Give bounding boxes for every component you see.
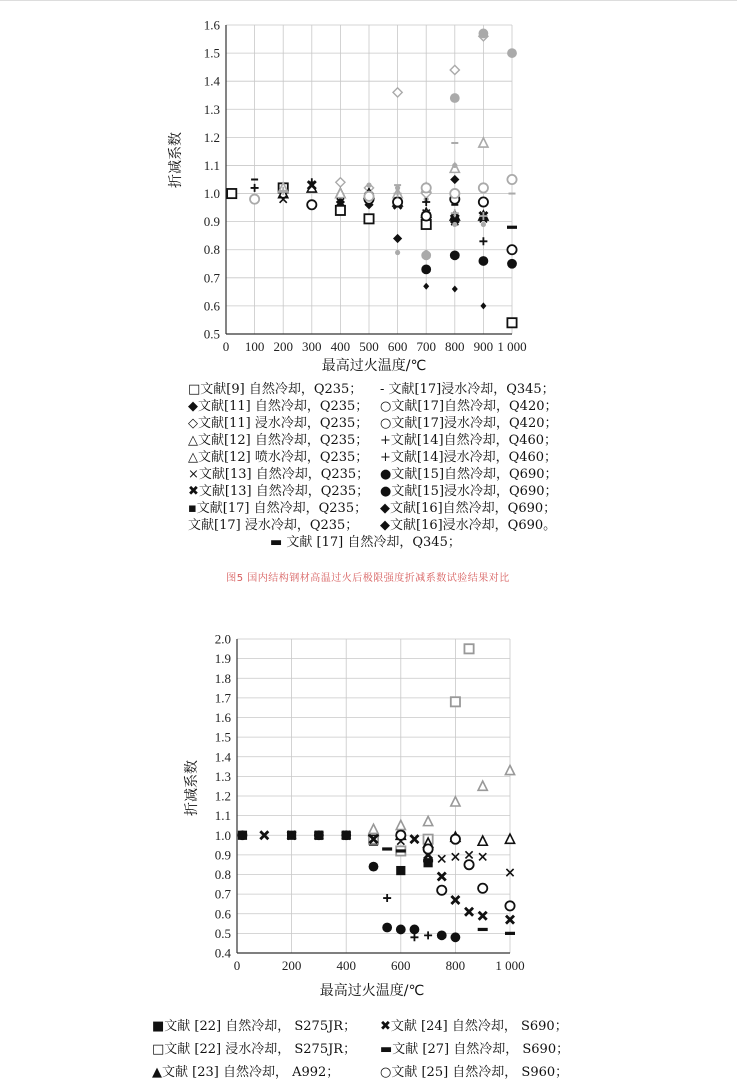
y-tick-label: 1.8 — [214, 670, 231, 686]
data-point-s11-p5 — [479, 197, 488, 206]
x-tick-label: 1 000 — [497, 339, 527, 354]
data-point-s12-p3 — [450, 189, 459, 198]
legend-entry: ●文献[15]浸水冷却，Q690； — [380, 484, 558, 499]
data-point-s18-p2 — [452, 222, 457, 227]
chart-1-y-axis-label: 折减系数 — [168, 132, 184, 188]
legend-entry: ◆文献[16]自然冷却，Q690； — [380, 501, 557, 516]
y-tick-label: 1.6 — [214, 710, 231, 725]
data-point-s8-p0 — [366, 183, 371, 188]
y-tick-label: 0.8 — [214, 867, 231, 882]
y-tick-label: 0.9 — [214, 847, 231, 863]
data-point-s8-p4 — [382, 923, 392, 933]
data-point-s15-p1 — [450, 250, 460, 260]
legend-entry: ◆文献[16]浸水冷却，Q690。 — [380, 518, 557, 533]
y-tick-label: 1.5 — [214, 729, 231, 745]
data-point-s6-p4 — [505, 932, 515, 935]
data-point-s11-p0 — [307, 200, 316, 209]
y-tick-label: 0.6 — [203, 298, 220, 314]
legend-entry: ○文献 [25] 自然冷却， S960； — [380, 1065, 569, 1080]
y-tick-label: 1.2 — [214, 788, 231, 804]
legend-entry: ✖文献[13] 自然冷却，Q235； — [188, 484, 370, 499]
data-point-s7-p0 — [251, 179, 258, 181]
data-point-s0-p0 — [227, 189, 236, 198]
x-tick-label: 600 — [391, 958, 411, 973]
data-point-s3-p1 — [396, 820, 405, 829]
data-point-s5-p2 — [438, 855, 445, 862]
data-point-s18-p3 — [481, 222, 486, 227]
y-tick-label: 1.0 — [214, 827, 231, 843]
chart-2-tick-labels — [215, 632, 525, 974]
y-tick-label: 0.4 — [214, 945, 231, 961]
y-tick-label: 0.5 — [203, 326, 220, 342]
chart-1-x-axis-label: 最高过火温度/℃ — [321, 358, 427, 374]
legend-entry: △文献[12] 喷水冷却，Q235； — [188, 450, 369, 465]
chart-2-x-axis-label: 最高过火温度/℃ — [319, 983, 425, 999]
data-point-s5-p5 — [479, 853, 486, 860]
data-point-s7-p0 — [396, 831, 405, 840]
data-point-s12-p2 — [422, 183, 431, 192]
data-point-s3-p4 — [478, 781, 487, 790]
data-point-s0-p5 — [396, 866, 405, 875]
legend-entry: □文献[9] 自然冷却，Q235； — [188, 382, 363, 397]
y-tick-label: 1.2 — [203, 129, 220, 145]
y-tick-label: 1.1 — [214, 808, 231, 824]
data-point-s8-p7 — [437, 930, 447, 940]
data-point-s2-p4 — [478, 836, 487, 845]
x-tick-label: 0 — [233, 958, 241, 973]
y-tick-label: 0.6 — [214, 906, 231, 922]
data-point-s18-p0 — [395, 250, 400, 255]
data-point-s16-p1 — [450, 93, 460, 103]
legend-entry: ✖文献 [24] 自然冷却， S690； — [380, 1019, 568, 1034]
data-point-s2-p4 — [450, 65, 459, 74]
chart-1-grid — [226, 25, 512, 334]
data-point-s18-p1 — [424, 250, 429, 255]
chart-2 — [183, 632, 525, 1000]
data-point-s9-p2 — [424, 931, 432, 939]
y-tick-label: 1.4 — [214, 749, 231, 765]
x-tick-label: 800 — [445, 958, 466, 973]
data-point-s13-p1 — [308, 178, 316, 186]
data-point-s2-p2 — [393, 88, 402, 97]
legend-entry: ▬文献 [27] 自然冷却， S690； — [380, 1042, 570, 1057]
data-point-s0-p5 — [507, 318, 516, 327]
data-point-s11-p6 — [507, 245, 516, 254]
legend-entry: ◇文献[11] 浸水冷却，Q235； — [188, 416, 369, 431]
chart-2-grid — [237, 639, 510, 953]
legend-entry: ●文献[15]自然冷却，Q690； — [380, 467, 558, 482]
y-tick-label: 0.7 — [203, 270, 220, 286]
chart-2-y-axis-label: 折减系数 — [184, 760, 200, 816]
data-point-s4-p11 — [479, 912, 487, 920]
data-point-s3-p2 — [424, 816, 433, 825]
data-point-s8-p3 — [452, 163, 457, 168]
data-point-s9-p1 — [410, 933, 418, 941]
data-point-s2-p0 — [336, 178, 345, 187]
y-tick-label: 1.5 — [203, 45, 220, 61]
x-tick-label: 500 — [359, 339, 379, 354]
data-point-s10-p2 — [509, 193, 516, 195]
data-point-s1-p3 — [450, 175, 459, 184]
data-point-s4-p8 — [438, 872, 446, 880]
data-point-s17-p2 — [452, 286, 458, 293]
y-tick-label: 0.7 — [214, 886, 231, 902]
data-point-s1-p4 — [464, 644, 473, 653]
data-point-s13-p3 — [479, 237, 487, 245]
legend-entry: □文献 [22] 浸水冷却， S275JR； — [152, 1042, 357, 1057]
data-point-s7-p1 — [424, 844, 433, 853]
data-point-s7-p4 — [464, 860, 473, 869]
x-tick-label: 800 — [445, 339, 465, 354]
data-point-s9-p0 — [383, 894, 391, 902]
chart-2-legend — [152, 1018, 569, 1080]
data-point-s6-p0 — [382, 847, 392, 850]
data-point-s16-p2 — [479, 29, 489, 39]
figure-caption: 图5 国内结构钢材高温过火后极限强度折减系数试验结果对比 — [226, 573, 510, 584]
x-tick-label: 600 — [387, 339, 408, 354]
data-point-s4-p10 — [465, 908, 473, 916]
data-point-s3-p5 — [505, 765, 514, 774]
y-tick-label: 1.7 — [214, 690, 231, 706]
data-point-s17-p3 — [480, 302, 486, 309]
data-point-s4-p1 — [336, 188, 345, 197]
data-point-s15-p2 — [479, 256, 489, 266]
y-tick-label: 1.3 — [203, 101, 220, 117]
data-point-s11-p3 — [422, 211, 431, 220]
legend-entry: ×文献[13] 自然冷却，Q235； — [188, 467, 370, 482]
legend-entry: △文献[12] 自然冷却，Q235； — [188, 433, 369, 448]
y-tick-label: 1.0 — [203, 186, 220, 202]
legend-entry: ○文献[17]自然冷却，Q420； — [380, 399, 558, 414]
data-point-s4-p6 — [410, 835, 418, 843]
legend-entry: +文献[14]浸水冷却，Q460； — [380, 450, 558, 465]
y-tick-label: 1.3 — [214, 768, 231, 784]
data-point-s9-p0 — [507, 226, 517, 229]
y-tick-label: 1.9 — [214, 651, 231, 667]
data-point-s13-p0 — [251, 184, 259, 192]
y-tick-label: 1.1 — [203, 157, 220, 173]
x-tick-label: 400 — [330, 339, 351, 354]
data-point-s0-p3 — [364, 214, 373, 223]
data-point-s12-p0 — [250, 195, 259, 204]
chart-1 — [167, 18, 527, 375]
data-point-s1-p3 — [451, 697, 460, 706]
data-point-s17-p1 — [423, 283, 429, 290]
y-tick-label: 0.5 — [214, 925, 231, 941]
data-point-s6-p3 — [478, 928, 488, 931]
x-tick-label: 100 — [244, 339, 265, 354]
legend-entry: ▪文献[17] 自然冷却，Q235； — [188, 501, 368, 516]
chart-1-legend — [188, 381, 558, 550]
chart-2-marks — [238, 644, 515, 942]
data-point-s12-p5 — [507, 175, 516, 184]
data-point-s10-p0 — [394, 184, 401, 186]
legend-entry: 文献[17] 浸水冷却，Q235； — [188, 518, 359, 533]
y-tick-label: 1.4 — [203, 73, 220, 89]
legend-entry: ■文献 [22] 自然冷却， S275JR； — [152, 1019, 357, 1034]
legend-entry: +文献[14]自然冷却，Q460； — [380, 433, 558, 448]
data-point-s10-p1 — [451, 142, 458, 144]
data-point-s16-p3 — [507, 48, 517, 58]
data-point-s8-p1 — [314, 830, 324, 840]
data-point-s3-p3 — [451, 797, 460, 806]
data-point-s3-p0 — [369, 824, 378, 833]
data-point-s8-p0 — [238, 830, 248, 840]
legend-entry: ▬ 文献 [17] 自然冷却，Q345； — [270, 535, 461, 550]
x-tick-label: 200 — [281, 958, 302, 973]
data-point-s7-p3 — [451, 835, 460, 844]
y-tick-label: 2.0 — [214, 631, 231, 647]
data-point-s13-p2 — [422, 198, 430, 206]
x-tick-label: 300 — [302, 339, 322, 354]
x-tick-label: 200 — [273, 339, 293, 354]
data-point-s11-p2 — [393, 197, 402, 206]
x-tick-label: 400 — [336, 958, 356, 973]
legend-entry: ○文献[17]浸水冷却，Q420； — [380, 416, 558, 431]
data-point-s7-p5 — [478, 884, 487, 893]
data-point-s8-p5 — [396, 925, 406, 935]
data-point-s8-p8 — [451, 932, 461, 942]
data-point-s12-p4 — [479, 183, 488, 192]
data-point-s15-p0 — [421, 264, 431, 274]
legend-entry: ▲文献 [23] 自然冷却， A992； — [152, 1065, 340, 1080]
data-point-s8-p6 — [410, 925, 420, 935]
data-point-s8-p3 — [369, 862, 379, 872]
legend-entry: - 文献[17]浸水冷却，Q345； — [380, 382, 555, 397]
data-point-s7-p6 — [505, 901, 514, 910]
data-point-s6-p1 — [396, 849, 406, 852]
x-tick-label: 700 — [416, 339, 436, 354]
data-point-s12-p1 — [364, 192, 373, 201]
x-tick-label: 1 000 — [495, 958, 525, 973]
data-point-s6-p2 — [423, 859, 433, 862]
y-tick-label: 0.8 — [203, 242, 220, 258]
data-point-s15-p3 — [507, 259, 517, 269]
x-tick-label: 900 — [473, 339, 494, 354]
y-tick-label: 1.6 — [203, 17, 220, 33]
data-point-s7-p2 — [437, 886, 446, 895]
chart-1-tick-labels — [204, 18, 527, 355]
x-tick-label: 0 — [222, 339, 230, 354]
data-point-s4-p5 — [479, 138, 488, 147]
chart-1-marks — [227, 29, 517, 328]
data-point-s0-p2 — [336, 206, 345, 215]
data-point-s8-p2 — [341, 830, 351, 840]
y-tick-label: 0.9 — [203, 214, 220, 230]
legend-entry: ◆文献[11] 自然冷却，Q235； — [188, 399, 369, 414]
